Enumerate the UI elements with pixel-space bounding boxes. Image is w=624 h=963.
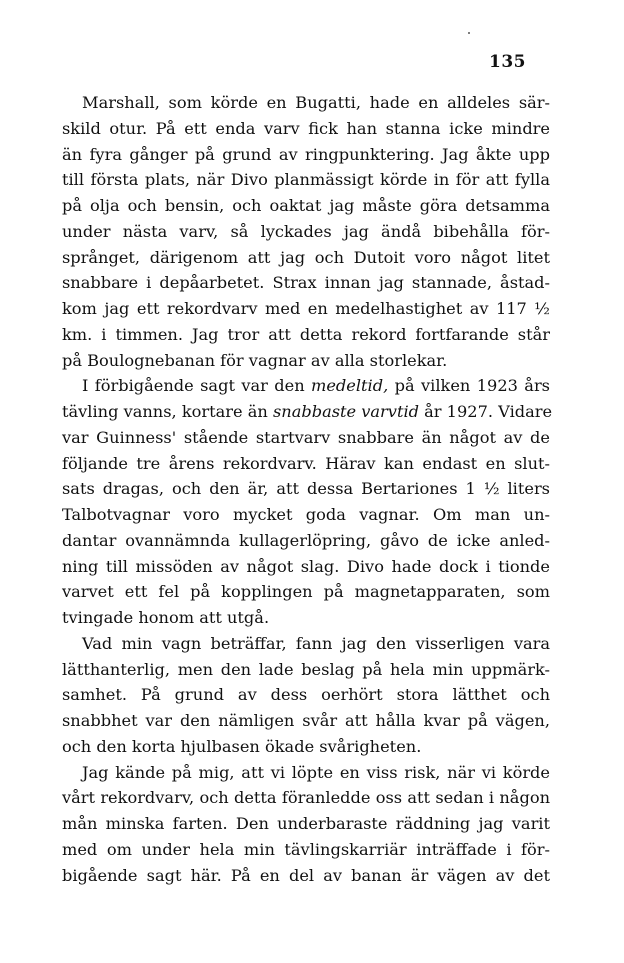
text-segment: kom jag ett rekordvarv med en medelhastighet av 117 ½ [62, 299, 550, 318]
text-line [62, 322, 550, 348]
text-line [62, 631, 550, 657]
text-segment: sats dragas, och den är, att dessa Bertariones 1 ½ liters [62, 479, 550, 499]
text-segment: mån minska farten. Den underbaraste räddning jag varit [62, 814, 550, 833]
text-segment: tävling vanns, kortare än [62, 402, 273, 421]
text-segment: ning till missöden av något slag. Divo hade dock i tionde [62, 556, 550, 576]
text-segment: Talbotvagnar voro mycket goda vagnar. Om man un- [62, 505, 550, 524]
text-line [62, 451, 550, 477]
text-line [62, 116, 550, 142]
text-segment: och den korta hjulbasen ökade svårigheten. [62, 736, 422, 756]
text-line [62, 476, 550, 502]
text-segment: samhet. På grund av dess oerhört stora lätthet och [62, 685, 550, 705]
text-segment: snabbare i depåarbetet. Strax innan jag stannade, åstad- [62, 273, 550, 293]
text-line [62, 193, 550, 219]
text-segment: lätthanterlig, men den lade beslag på hela min uppmärk- [62, 659, 550, 679]
text-line [62, 528, 550, 554]
text-line [62, 760, 550, 786]
emphasized-text: medeltid, [311, 376, 389, 396]
text-segment: till första plats, när Divo planmässigt körde in för att fylla [62, 170, 550, 190]
text-segment: snabbhet var den nämligen svår att hålla kvar på vägen, [62, 711, 550, 730]
page-number: 135 [489, 52, 526, 72]
text-segment: med om under hela min tävlingskarriär inträffade i för- [62, 839, 550, 859]
text-line [62, 708, 550, 734]
text-segment: under nästa varv, så lyckades jag ändå bibehålla för- [62, 221, 550, 241]
text-line [62, 579, 550, 605]
emphasized-text: snabbaste varvtid [272, 402, 419, 421]
text-line [62, 785, 550, 811]
text-segment: Vad min vagn beträffar, fann jag den visserligen vara [82, 633, 550, 653]
text-segment: varvet ett fel på kopplingen på magnetapparaten, som [62, 582, 550, 602]
text-segment: var Guinness' stående startvarv snabbare än något av de [62, 427, 550, 447]
text-segment: tvingade honom att utgå. [62, 608, 270, 627]
text-line [62, 502, 550, 528]
text-segment: än fyra gånger på grund av ringpunktering. Jag åkte upp [62, 144, 550, 164]
text-line [62, 167, 550, 193]
body-text [62, 90, 553, 888]
text-line [62, 605, 550, 631]
text-line [62, 142, 550, 168]
text-line [62, 657, 550, 683]
text-segment: vårt rekordvarv, och detta föranledde oss att sedan i någon [62, 788, 550, 808]
text-line [62, 219, 550, 245]
text-line [62, 348, 550, 374]
text-segment: I förbigående sagt var den [82, 376, 311, 396]
margin-speck [468, 32, 470, 34]
text-line [62, 682, 550, 708]
text-segment: skild otur. På ett enda varv fick han stanna icke mindre [62, 118, 550, 138]
text-segment: km. i timmen. Jag tror att detta rekord fortfarande står [62, 324, 550, 344]
text-line [62, 373, 550, 399]
text-line [62, 90, 550, 116]
text-line [62, 554, 550, 580]
text-line [62, 245, 550, 271]
text-line [62, 399, 553, 425]
text-line [62, 270, 550, 296]
text-segment: på olja och bensin, och oaktat jag måste göra detsamma [62, 196, 550, 215]
text-line [62, 296, 550, 322]
text-segment: Marshall, som körde en Bugatti, hade en alldeles sär- [82, 93, 550, 112]
text-line [62, 837, 550, 863]
text-segment: följande tre årens rekordvarv. Härav kan endast en slut- [62, 453, 550, 473]
text-segment: på vilken 1923 års [388, 376, 550, 396]
text-segment: på Boulognebanan för vagnar av alla storlekar. [62, 350, 448, 370]
text-segment: bigående sagt här. På en del av banan är vägen av det [62, 865, 550, 885]
text-line [62, 863, 550, 889]
text-segment: år 1927. Vidare [419, 402, 553, 421]
text-segment: Jag kände på mig, att vi löpte en viss risk, när vi körde [82, 762, 550, 782]
text-segment: språnget, därigenom att jag och Dutoit voro något litet [62, 247, 550, 267]
text-line [62, 811, 550, 837]
text-line [62, 734, 550, 760]
text-segment: dantar ovannämnda kullagerlöpring, gåvo de icke anled- [62, 530, 550, 550]
text-line [62, 425, 550, 451]
